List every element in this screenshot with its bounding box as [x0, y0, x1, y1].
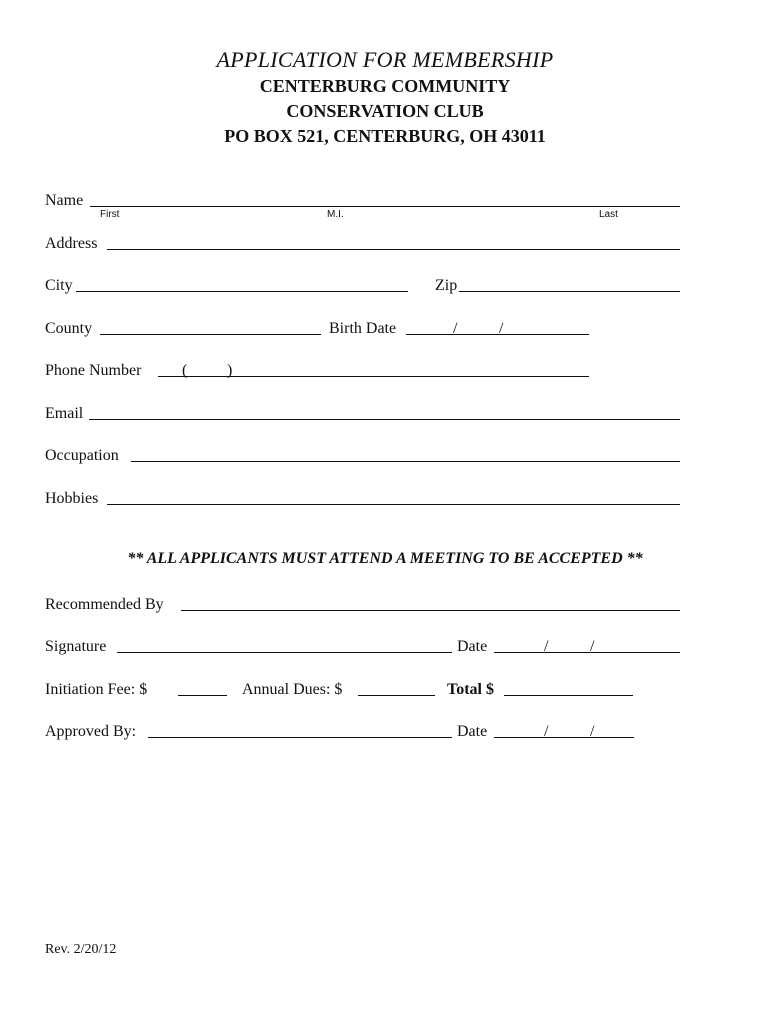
county-label: County: [45, 320, 93, 337]
signature-input-line[interactable]: [117, 652, 452, 653]
name-row: [45, 190, 685, 214]
email-input-line[interactable]: [89, 419, 680, 420]
city-zip-row: [45, 275, 685, 299]
meeting-notice: ** ALL APPLICANTS MUST ATTEND A MEETING TO BE ACCEPTED **: [127, 550, 643, 567]
signature-date-row: [45, 636, 685, 660]
approved-date-label: Date: [457, 723, 488, 740]
city-label: City: [45, 277, 73, 294]
phone-label: Phone Number: [45, 362, 142, 379]
birth-date-slash-2: /: [499, 320, 504, 337]
recommended-by-label: Recommended By: [45, 596, 164, 613]
first-name-caption: First: [100, 209, 120, 220]
county-birthdate-row: [45, 318, 685, 342]
hobbies-label: Hobbies: [45, 490, 99, 507]
zip-label: Zip: [435, 277, 458, 294]
occupation-input-line[interactable]: [131, 461, 680, 462]
initiation-fee-label: Initiation Fee: $: [45, 681, 148, 698]
total-input-line[interactable]: [504, 695, 633, 696]
area-code-open-paren: (: [182, 362, 188, 379]
approved-date-input-line[interactable]: [494, 737, 634, 738]
email-row: [45, 403, 685, 427]
city-input-line[interactable]: [76, 291, 408, 292]
signature-label: Signature: [45, 638, 107, 655]
name-input-line[interactable]: [90, 206, 680, 207]
area-code-close-paren: ): [227, 362, 233, 379]
phone-row: [45, 360, 685, 384]
hobbies-row: [45, 488, 685, 512]
org-name-line-1: CENTERBURG COMMUNITY: [259, 76, 511, 96]
approved-date-slash-2: /: [590, 723, 595, 740]
zip-input-line[interactable]: [459, 291, 680, 292]
org-name-line-2: CONSERVATION CLUB: [286, 101, 484, 121]
revision-note: Rev. 2/20/12: [45, 942, 117, 957]
initiation-fee-input-line[interactable]: [178, 695, 227, 696]
signature-date-slash-2: /: [590, 638, 595, 655]
fees-row: [45, 679, 685, 703]
signature-date-label: Date: [457, 638, 488, 655]
signature-date-input-line[interactable]: [494, 652, 680, 653]
org-address: PO BOX 521, CENTERBURG, OH 43011: [224, 126, 546, 146]
middle-initial-caption: M.I.: [327, 209, 344, 220]
occupation-row: [45, 445, 685, 469]
total-label: Total $: [447, 681, 494, 698]
occupation-label: Occupation: [45, 447, 119, 464]
address-row: [45, 233, 685, 257]
birth-date-slash-1: /: [453, 320, 458, 337]
approved-by-input-line[interactable]: [148, 737, 452, 738]
name-label: Name: [45, 192, 84, 209]
approved-date-slash-1: /: [544, 723, 549, 740]
form-header: [0, 46, 770, 149]
county-input-line[interactable]: [100, 334, 321, 335]
recommended-by-input-line[interactable]: [181, 610, 680, 611]
approved-by-label: Approved By:: [45, 723, 137, 740]
email-label: Email: [45, 405, 84, 422]
annual-dues-input-line[interactable]: [358, 695, 435, 696]
hobbies-input-line[interactable]: [107, 504, 680, 505]
phone-input-line[interactable]: [158, 376, 589, 377]
address-input-line[interactable]: [107, 249, 680, 250]
signature-date-slash-1: /: [544, 638, 549, 655]
recommended-by-row: [45, 594, 685, 618]
birth-date-input-line[interactable]: [406, 334, 589, 335]
address-label: Address: [45, 235, 98, 252]
approved-by-row: [45, 721, 685, 745]
birth-date-label: Birth Date: [329, 320, 397, 337]
form-title: APPLICATION FOR MEMBERSHIP: [216, 47, 554, 72]
last-name-caption: Last: [599, 209, 618, 220]
annual-dues-label: Annual Dues: $: [242, 681, 343, 698]
